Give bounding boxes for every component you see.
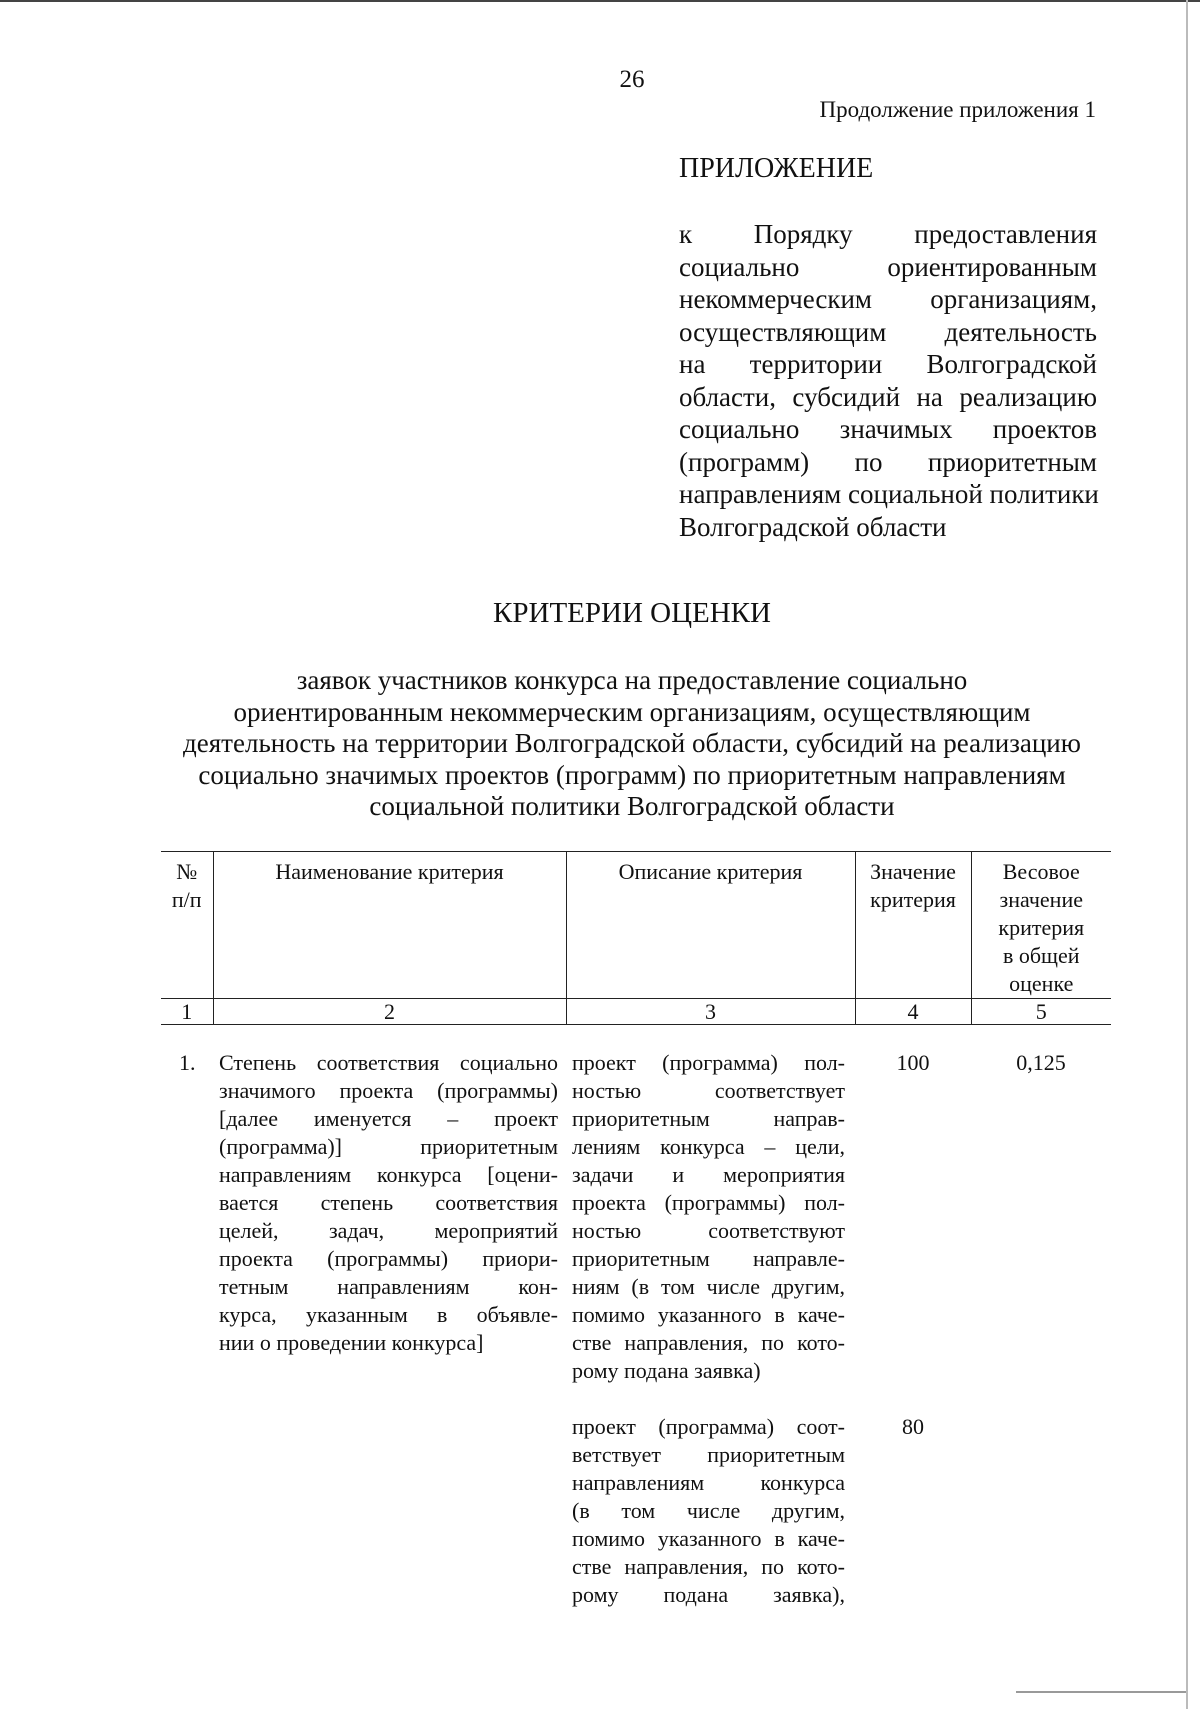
description-line: ностью соответствует	[572, 1078, 845, 1103]
description-line: рому подана заявка),	[572, 1582, 845, 1607]
criterion-name	[213, 1025, 566, 1386]
criterion-name-line: значимого проекта (программы)	[219, 1078, 558, 1103]
subtitle-line: ориентированным некоммерческим организациям, осуществляющим	[233, 696, 1031, 727]
description-line: проект (программа) соот-	[572, 1414, 845, 1439]
row-number-empty	[161, 1385, 213, 1609]
criterion-value: 80	[902, 1414, 924, 1439]
description-line: стве направления, по кото-	[572, 1554, 845, 1579]
description-line: приоритетным направ-	[572, 1106, 845, 1131]
document-title: КРИТЕРИИ ОЦЕНКИ	[493, 597, 771, 629]
description-line: лениям конкурса – цели,	[572, 1134, 845, 1159]
criterion-name-line: курса, указанным в объявле-	[219, 1302, 558, 1327]
appendix-line: Волгоградской области	[679, 511, 947, 542]
appendix-line: к Порядку предоставления	[679, 219, 1097, 249]
description-line: ностью соответствуют	[572, 1218, 845, 1243]
header-num-line: п/п	[171, 887, 202, 912]
column-number: 4	[855, 999, 971, 1025]
criterion-weight-empty	[971, 1385, 1111, 1609]
column-number: 1	[161, 999, 213, 1025]
column-number: 2	[213, 999, 566, 1025]
description-line: ветствует приоритетным	[572, 1442, 845, 1467]
criterion-value: 100	[896, 1050, 930, 1075]
header-num-line: №	[176, 859, 198, 884]
header-weight-line: оценке	[1009, 971, 1074, 996]
description-line: рому подана заявка)	[572, 1358, 761, 1383]
description-line: приоритетным направле-	[572, 1246, 845, 1271]
criterion-name-line: целей, задач, мероприятий	[219, 1218, 558, 1243]
header-weight-line: критерия	[998, 915, 1085, 940]
criterion-name-line: тетным направлениям кон-	[219, 1274, 558, 1299]
subtitle-line: заявок участников конкурса на предоставление социально	[296, 665, 968, 695]
header-weight-line: Весовое	[1002, 859, 1080, 884]
header-weight	[971, 852, 1111, 999]
criterion-name-line: Степень соответствия социально	[219, 1050, 558, 1075]
page-number: 26	[619, 66, 645, 93]
description-line: стве направления, по кото-	[572, 1330, 845, 1355]
appendix-line: социально значимых проектов	[679, 414, 1097, 444]
appendix-line: направлениям социальной политики	[679, 479, 1099, 509]
description-line: направлениям конкурса	[572, 1470, 845, 1495]
description-line: помимо указанного в каче-	[572, 1526, 845, 1551]
appendix-line: некоммерческим организациям,	[679, 284, 1097, 314]
criterion-name-line: проекта (программы) приори-	[219, 1246, 558, 1271]
table-header-row	[161, 852, 1111, 999]
criterion-weight: 0,125	[1016, 1050, 1066, 1075]
appendix-line: (программ) по приоритетным	[679, 446, 1097, 477]
column-number-row	[161, 999, 1111, 1025]
description-line: (в том числе другим,	[572, 1498, 845, 1523]
header-value-line: Значение	[870, 859, 956, 884]
criterion-description	[566, 1025, 855, 1386]
subtitle-line: деятельность на территории Волгоградской области, субсидий на реализацию	[183, 728, 1081, 758]
criterion-name-empty	[213, 1385, 566, 1609]
description-line: проект (программа) пол-	[572, 1050, 845, 1075]
criterion-name-line: нии о проведении конкурса]	[219, 1330, 484, 1355]
table-row	[161, 1385, 1111, 1609]
header-weight-line: значение	[999, 887, 1083, 912]
column-number: 5	[971, 999, 1111, 1025]
header-value-line: критерия	[870, 887, 956, 912]
continuation-note: Продолжение приложения 1	[819, 97, 1096, 122]
subtitle-line: социально значимых проектов (программ) по приоритетным направлениям	[198, 759, 1066, 790]
row-number: 1.	[179, 1050, 196, 1075]
criterion-description	[566, 1385, 855, 1609]
scan-edge-top	[0, 0, 1200, 2]
appendix-line: осуществляющим деятельность	[679, 316, 1097, 347]
criteria-table	[161, 851, 1111, 1609]
document-subtitle	[160, 665, 1104, 823]
scan-edge-bottom	[1016, 1691, 1186, 1693]
description-line: задачи и мероприятия	[572, 1162, 845, 1187]
description-line: помимо указанного в каче-	[572, 1302, 845, 1327]
table-row	[161, 1025, 1111, 1386]
appendix-line: на территории Волгоградской	[679, 349, 1097, 379]
appendix-line: области, субсидий на реализацию	[679, 381, 1097, 412]
criterion-name-line: (программа)] приоритетным	[219, 1134, 558, 1159]
criterion-name-line: [далее именуется – проект	[219, 1106, 558, 1131]
scan-edge-right	[1186, 0, 1188, 1709]
description-line: проекта (программы) пол-	[572, 1190, 845, 1215]
subtitle-line: социальной политики Волгоградской области	[369, 791, 895, 821]
criterion-name-line: вается степень соответствия	[219, 1190, 558, 1215]
header-value	[855, 852, 971, 999]
appendix-line: социально ориентированным	[679, 251, 1097, 282]
appendix-title: ПРИЛОЖЕНИЕ	[679, 153, 874, 184]
appendix-description	[679, 218, 1097, 543]
description-line: ниям (в том числе другим,	[572, 1274, 845, 1299]
header-description: Описание критерия	[566, 852, 855, 999]
column-number: 3	[566, 999, 855, 1025]
header-weight-line: в общей	[1002, 943, 1080, 968]
criterion-name-line: направлениям конкурса [оцени-	[219, 1162, 558, 1187]
header-num	[161, 852, 213, 999]
header-name: Наименование критерия	[213, 852, 566, 999]
